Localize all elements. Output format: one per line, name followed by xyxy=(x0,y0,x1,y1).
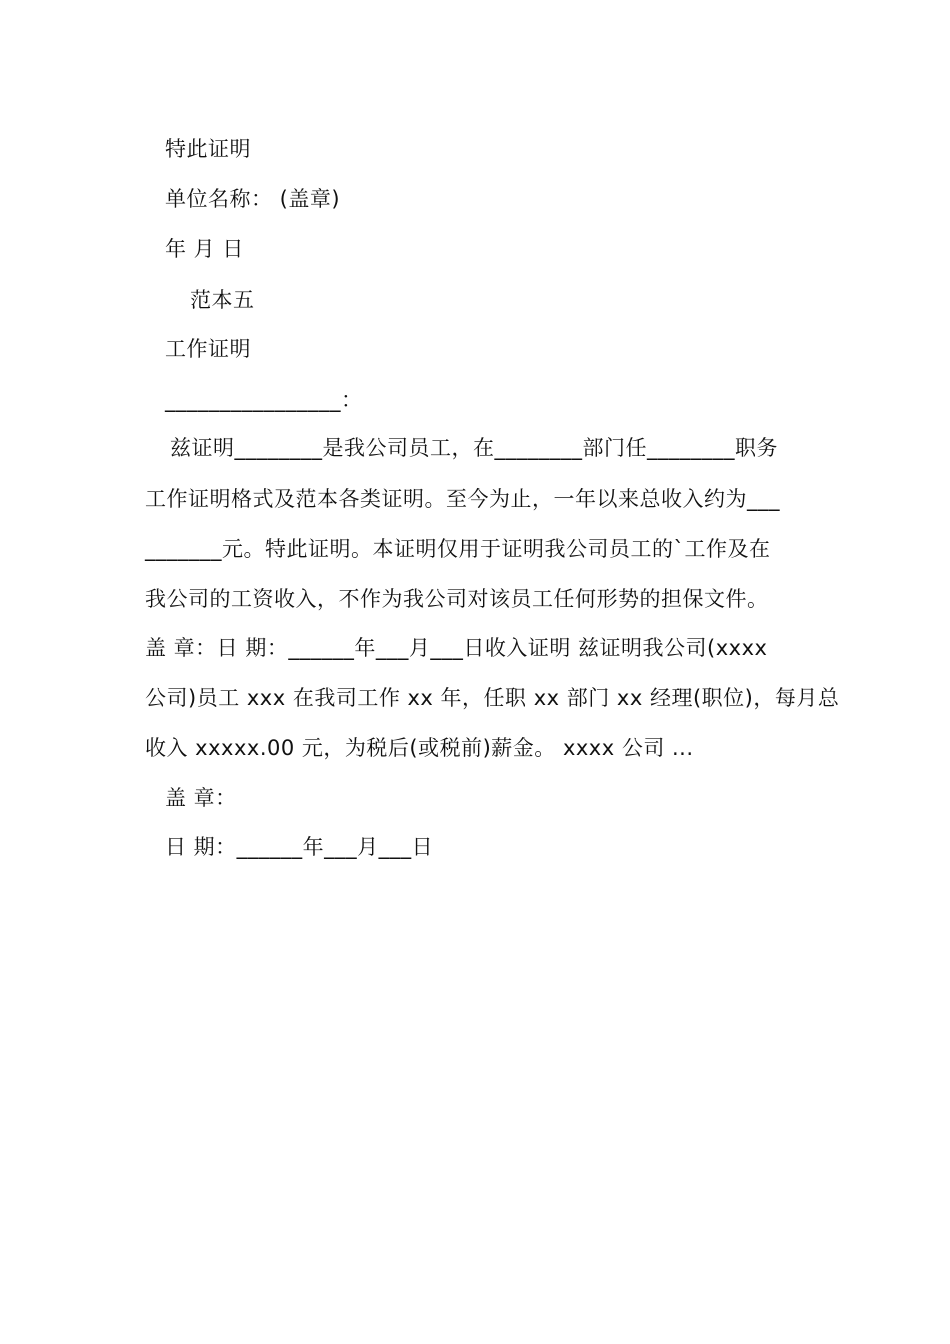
body-paragraph-line: 盖 章：日 期：______年___月___日收入证明 兹证明我公司(xxxx xyxy=(145,636,768,660)
body-paragraph-line: 工作证明格式及范本各类证明。至今为止，一年以来总收入约为___ xyxy=(145,487,780,511)
body-paragraph-line: _______元。特此证明。本证明仅用于证明我公司员工的`工作及在 xyxy=(145,537,771,561)
document-title: 工作证明 xyxy=(165,337,251,361)
body-paragraph-line: 兹证明________是我公司员工，在________部门任________职务 xyxy=(170,436,778,460)
date-fill-line: 日 期：______年___月___日 xyxy=(165,835,434,859)
section-title: 范本五 xyxy=(190,288,255,312)
date-line: 年 月 日 xyxy=(165,237,244,261)
company-name-seal: 单位名称： (盖章) xyxy=(165,187,341,211)
body-paragraph-line: 公司)员工 xxx 在我司工作 xx 年，任职 xx 部门 xx 经理(职位)，每月总 xyxy=(145,686,840,710)
addressee-line: ________________： xyxy=(165,388,363,412)
body-paragraph-line: 我公司的工资收入，不作为我公司对该员工任何形势的担保文件。 xyxy=(145,587,769,611)
body-paragraph-line: 收入 xxxxx.00 元，为税后(或税前)薪金。 xxxx 公司 ... xyxy=(145,736,694,760)
closing-text: 特此证明 xyxy=(165,137,251,161)
seal-line: 盖 章： xyxy=(165,786,237,810)
